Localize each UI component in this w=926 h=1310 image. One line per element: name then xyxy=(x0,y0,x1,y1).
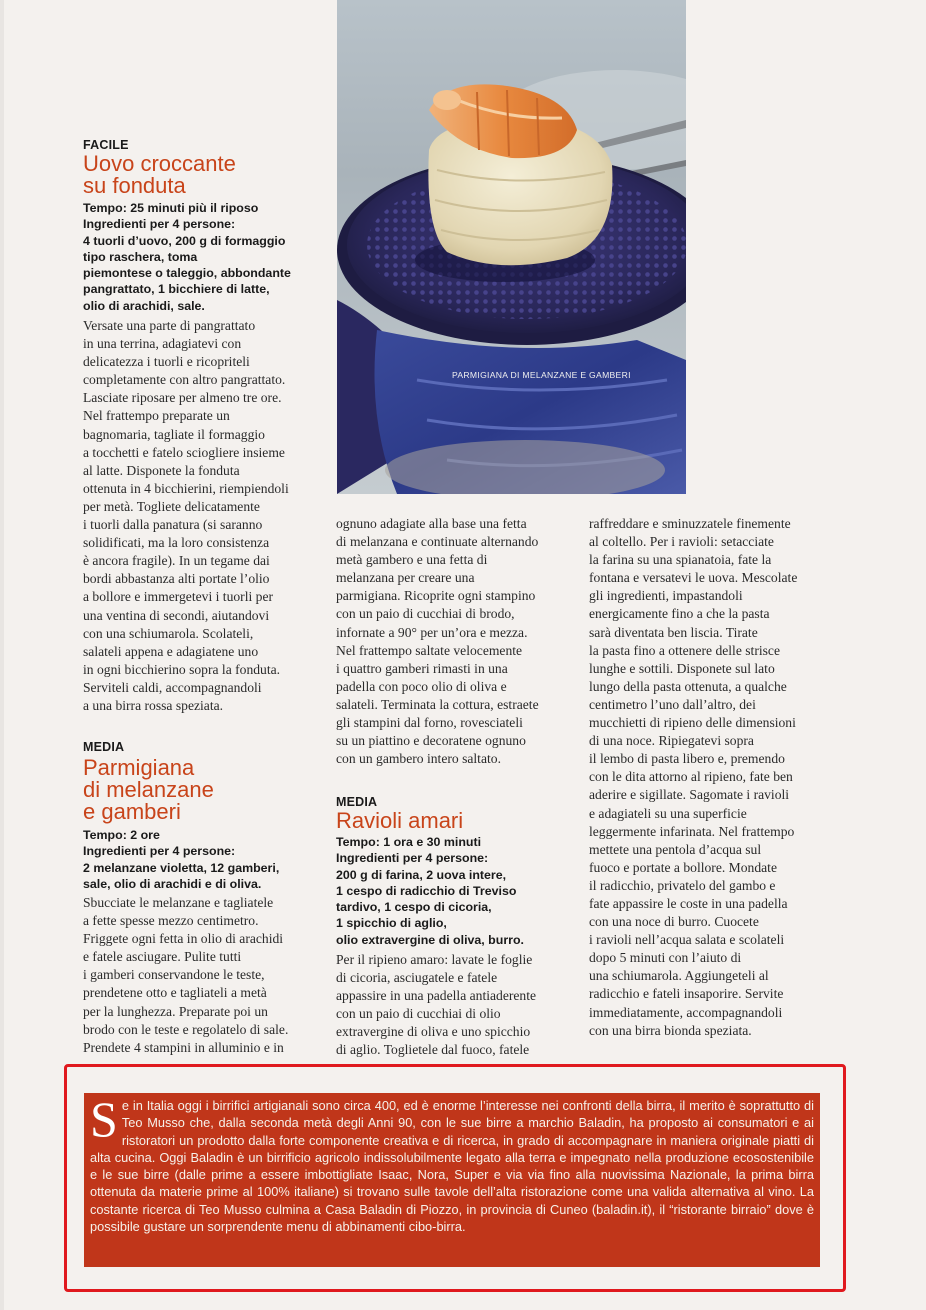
method-line: fuoco e portate a bollore. Mondate xyxy=(589,859,777,875)
method-line: i quattro gamberi rimasti in una xyxy=(336,660,508,676)
photo-caption: PARMIGIANA DI MELANZANE E GAMBERI xyxy=(452,370,631,380)
method-line: al coltello. Per i ravioli: setacciate xyxy=(589,534,774,550)
method-line: la farina su una spianatoia, fate la xyxy=(589,552,772,568)
method-line: con un gambero intero saltato. xyxy=(336,751,501,767)
recipe1-method xyxy=(83,317,289,715)
method-line: padella con poco olio di oliva e xyxy=(336,678,507,694)
ingredient-line: 200 g di farina, 2 uova intere, xyxy=(336,867,507,882)
method-line: a tocchetti e fatelo sciogliere insieme xyxy=(83,444,285,460)
method-line: i tuorli dalla panatura (si saranno xyxy=(83,517,263,533)
ingredient-line: sale, olio di arachidi e di oliva. xyxy=(83,876,262,891)
method-line: una schiumarola. Aggiungeteli al xyxy=(589,968,769,984)
method-line: salateli appena e adagiatene uno xyxy=(83,643,259,659)
recipe2-title xyxy=(83,757,214,823)
method-line: con una noce di burro. Cuocete xyxy=(589,914,759,930)
method-line: a una birra rossa speziata. xyxy=(83,697,224,713)
method-line: solidificati, ma la loro consistenza xyxy=(83,535,270,551)
method-line: di una noce. Ripiegatevi sopra xyxy=(589,733,754,749)
ingredient-line: Tempo: 2 ore xyxy=(83,828,160,842)
recipe2-method-continued xyxy=(336,515,539,768)
ingredient-line: olio extravergine di oliva, burro. xyxy=(336,932,524,947)
dish-photo xyxy=(337,0,686,494)
method-line: con le dita attorno al ripieno, fate ben xyxy=(589,769,793,785)
method-line: Per il ripieno amaro: lavate le foglie xyxy=(336,952,533,967)
method-line: Nel frattempo preparate un xyxy=(83,408,230,424)
recipe1-title xyxy=(83,153,236,197)
recipe2-title-line: e gamberi xyxy=(83,799,181,824)
ingredient-line: Ingredienti per 4 persone: xyxy=(336,851,489,866)
method-line: il radicchio, privatelo del gambo e xyxy=(589,877,776,893)
recipe2-difficulty: MEDIA xyxy=(83,740,125,754)
recipe3-title xyxy=(336,810,463,832)
method-line: la pasta fino a ottenere delle strisce xyxy=(589,642,780,658)
method-line: su un piattino e decoratene ognuno xyxy=(336,733,526,749)
recipe3-difficulty: MEDIA xyxy=(336,795,378,809)
method-line: una ventina di secondi, aiutandovi xyxy=(83,607,270,623)
ingredient-line: 2 melanzane violetta, 12 gamberi, xyxy=(83,860,280,875)
method-line: Friggete ogni fetta in olio di arachidi xyxy=(83,931,284,947)
method-line: il lembo di pasta libero e, premendo xyxy=(589,751,785,767)
ingredient-line: Ingredienti per 4 persone: xyxy=(83,844,236,859)
method-line: di cicoria, asciugatele e fatele xyxy=(336,970,498,986)
method-line: è ancora fragile). In un tegame dai xyxy=(83,553,270,569)
method-line: per metà. Togliete delicatamente xyxy=(83,498,260,514)
recipe3-method xyxy=(336,951,536,1060)
method-line: Sbucciate le melanzane e tagliatele xyxy=(83,895,274,910)
method-line: centimetro l’uno dall’altro, dei xyxy=(589,696,756,712)
ingredient-line: tipo raschera, toma xyxy=(83,249,198,264)
method-line: dopo 5 minuti con l’aiuto di xyxy=(589,950,742,966)
method-line: in una terrina, adagiatevi con xyxy=(83,336,242,352)
sidebar-text-block xyxy=(90,1091,814,1235)
method-line: ottenuta in 4 bicchierini, riempiendoli xyxy=(83,480,289,496)
method-line: con una birra bionda speziata. xyxy=(589,1022,752,1038)
recipe2-ingredients xyxy=(83,827,279,892)
method-line: i gamberi conservandone le teste, xyxy=(83,967,265,983)
method-line: aderire e sigillate. Sagomate i ravioli xyxy=(589,787,790,803)
method-line: salateli. Terminata la cottura, estraete xyxy=(336,696,539,712)
sidebar-dropcap: S xyxy=(90,1091,118,1147)
method-line: Prendete 4 stampini in alluminio e in xyxy=(83,1039,284,1055)
ingredient-line: olio di arachidi, sale. xyxy=(83,298,205,313)
recipe3-ingredients xyxy=(336,834,524,948)
method-line: gli stampini dal forno, rovesciateli xyxy=(336,715,523,731)
method-line: gli ingredienti, impastandoli xyxy=(589,588,743,604)
recipe2-method xyxy=(83,894,288,1057)
method-line: metà gambero e una fetta di xyxy=(336,552,488,568)
recipe2-title-line: Parmigiana xyxy=(83,755,195,780)
method-line: di aglio. Toglietele dal fuoco, fatele xyxy=(336,1042,530,1058)
method-line: di melanzana e continuate alternando xyxy=(336,534,539,550)
method-line: lungo della pasta ottenuta, a qualche xyxy=(589,678,787,694)
dish-illustration xyxy=(337,0,686,494)
method-line: Lasciate riposare per almeno tre ore. xyxy=(83,390,282,406)
recipe3-method-continued xyxy=(589,515,797,1040)
ingredient-line: pangrattato, 1 bicchiere di latte, xyxy=(83,282,270,297)
method-line: fate appassire le coste in una padella xyxy=(589,895,788,911)
method-line: con un paio di cucchiai di olio xyxy=(336,1006,501,1022)
method-line: al latte. Disponete la fonduta xyxy=(83,462,240,478)
page-gutter xyxy=(0,0,4,1310)
method-line: e fatele asciugare. Pulite tutti xyxy=(83,949,242,965)
recipe1-title-line: Uovo croccante xyxy=(83,151,236,176)
method-line: sarà diventata ben liscia. Tirate xyxy=(589,624,758,640)
method-line: mettete una pentola d’acqua sul xyxy=(589,841,762,857)
ingredient-line: Tempo: 1 ora e 30 minuti xyxy=(336,835,482,849)
method-line: appassire in una padella antiaderente xyxy=(336,988,537,1004)
ingredient-line: Ingredienti per 4 persone: xyxy=(83,217,236,232)
method-line: leggermente infarinata. Nel frattempo xyxy=(589,823,795,839)
method-line: fontana e versatevi le uova. Mescolate xyxy=(589,570,798,586)
ingredient-line: tardivo, 1 cespo di cicoria, xyxy=(336,900,492,915)
method-line: extravergine di oliva e uno spicchio xyxy=(336,1024,531,1040)
method-line: mucchietti di ripieno delle dimensioni xyxy=(589,715,796,731)
method-line: infornate a 90° per un’ora e mezza. xyxy=(336,624,528,640)
method-line: Versate una parte di pangrattato xyxy=(83,318,256,333)
recipe1-ingredients xyxy=(83,200,291,314)
method-line: ognuno adagiate alla base una fetta xyxy=(336,516,527,531)
ingredient-line: 4 tuorli d’uovo, 200 g di formaggio xyxy=(83,233,286,248)
method-line: delicatezza i tuorli e ricopriteli xyxy=(83,354,250,370)
method-line: completamente con altro pangrattato. xyxy=(83,372,286,388)
sidebar-paragraph: e in Italia oggi i birrifici artigianali sono circa 400, ed è enorme l’interesse nei confronti della birra, il merito è soprattutto di Teo Musso che, dalla seconda metà degli Anni 90, con le sue birre a marchio Baladin, ha proposto ai consumatori e ai ristoratori un prodotto dalla forte componente creativa e di ricerca, in grado di accompagnare in maniera originale piatti di alta cucina. Oggi Baladin è un birrificio agricolo indissolubilmente legato alla terra e impegnato nella produzione ecosostenibile e le sue birre (dalle prime a essere imbottigliate Isaac, Nora, Super e via via fino alla nuovissima Nazionale, la prima birra ottenuta da materie prime al 100% italiane) si trovano sulle tavole dell’alta ristorazione come una valida alternativa al vino. La costante ricerca di Teo Musso culmina a Casa Baladin di Piozzo, in provincia di Cuneo (baladin.it), il “ristorante birraio” dove è possibile gustare un sorprendente menu di abbinamenti cibo-birra. xyxy=(90,1098,814,1235)
method-line: energicamente fino a che la pasta xyxy=(589,606,770,622)
method-line: bordi abbastanza alti portate l’olio xyxy=(83,571,270,587)
ingredient-line: piemontese o taleggio, abbondante xyxy=(83,266,291,281)
method-line: raffreddare e sminuzzatele finemente xyxy=(589,516,791,531)
method-line: con una schiumarola. Scolateli, xyxy=(83,625,254,641)
method-line: bagnomaria, tagliate il formaggio xyxy=(83,426,265,442)
method-line: prendetene otto e tagliateli a metà xyxy=(83,985,267,1001)
ingredient-line: 1 spicchio di aglio, xyxy=(336,916,447,931)
ingredient-line: Tempo: 25 minuti più il riposo xyxy=(83,201,259,215)
method-line: Nel frattempo saltate velocemente xyxy=(336,642,523,658)
recipe1-difficulty: FACILE xyxy=(83,138,129,152)
method-line: a bollore e immergetevi i tuorli per xyxy=(83,589,274,605)
method-line: Serviteli caldi, accompagnandoli xyxy=(83,679,262,695)
method-line: a fette spesse mezzo centimetro. xyxy=(83,913,259,929)
method-line: per la lunghezza. Preparate poi un xyxy=(83,1003,268,1019)
ingredient-line: 1 cespo di radicchio di Treviso xyxy=(336,883,517,898)
recipe2-title-line: di melanzane xyxy=(83,777,214,802)
method-line: brodo con le teste e regolatelo di sale. xyxy=(83,1021,289,1037)
method-line: in ogni bicchierino sopra la fonduta. xyxy=(83,661,281,677)
method-line: immediatamente, accompagnandoli xyxy=(589,1004,783,1020)
method-line: i ravioli nell’acqua salata e scolateli xyxy=(589,932,785,948)
method-line: radicchio e fateli insaporire. Servite xyxy=(589,986,784,1002)
method-line: lunghe e sottili. Disponete sul lato xyxy=(589,660,775,676)
method-line: melanzana per creare una xyxy=(336,570,475,586)
method-line: e adagiateli su una superficie xyxy=(589,805,747,821)
recipe3-title-line: Ravioli amari xyxy=(336,808,464,833)
method-line: con un paio di cucchiai di brodo, xyxy=(336,606,515,622)
method-line: parmigiana. Ricoprite ogni stampino xyxy=(336,588,536,604)
recipe1-title-line: su fonduta xyxy=(83,173,186,198)
